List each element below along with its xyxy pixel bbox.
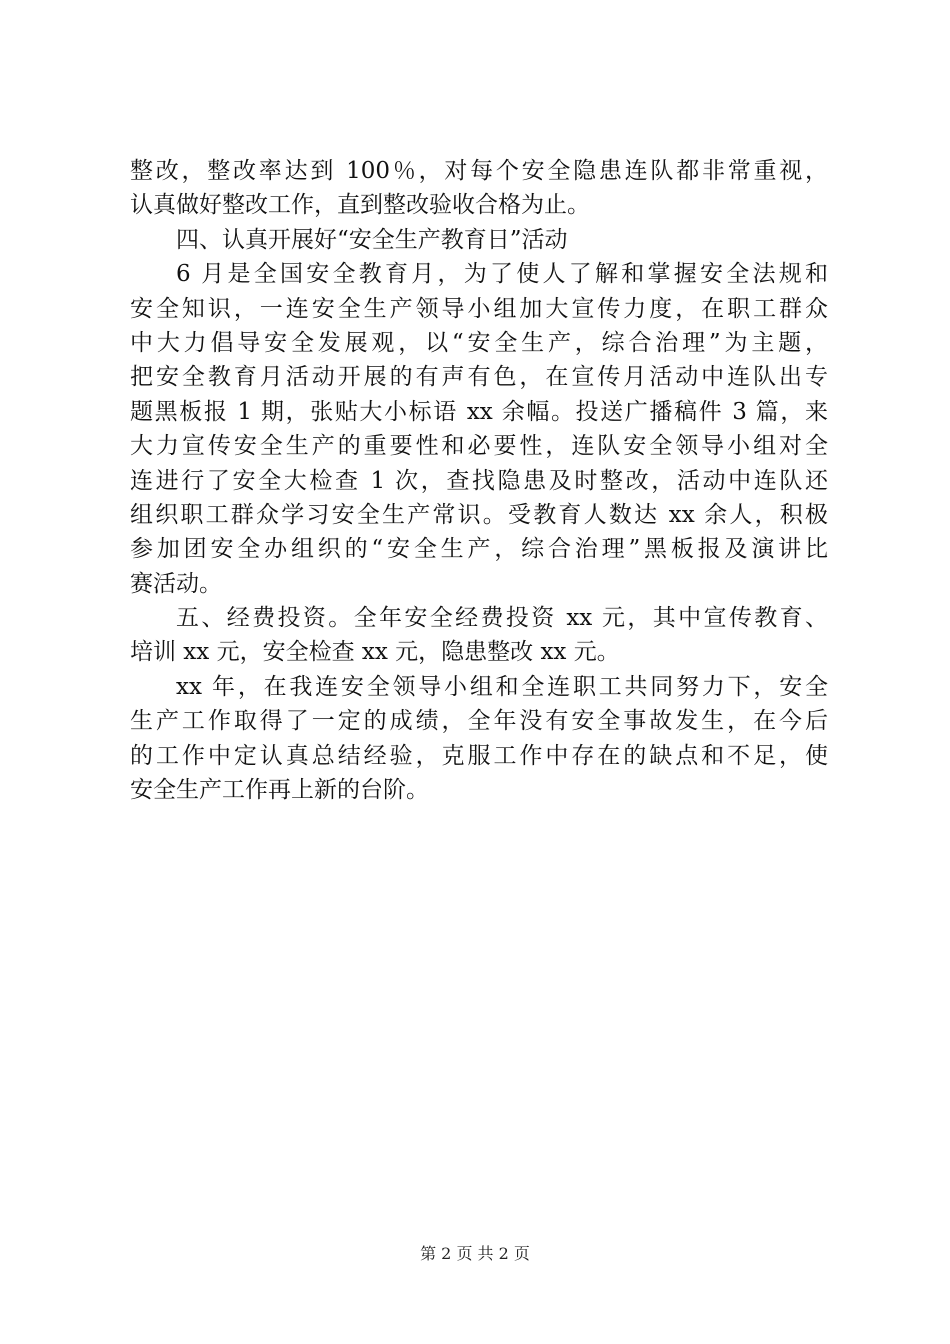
- text-line: 安全生产工作再上新的台阶。: [130, 777, 429, 804]
- text-line: 认真做好整改工作，直到整改验收合格为止。: [130, 192, 590, 219]
- text-line: 题黑板报 1 期，张贴大小标语 xx 余幅。投送广播稿件 3 篇，来: [130, 398, 828, 425]
- section-heading: 四、认真开展好“安全生产教育日”活动: [176, 226, 568, 253]
- text-line: 6 月是全国安全教育月，为了使人了解和掌握安全法规和: [176, 261, 828, 288]
- text-line: 大力宣传安全生产的重要性和必要性，连队安全领导小组对全: [130, 433, 828, 460]
- text-line: 组织职工群众学习安全生产常识。受教育人数达 xx 余人，积极: [130, 501, 828, 528]
- text-line: 生产工作取得了一定的成绩，全年没有安全事故发生，在今后: [130, 708, 828, 735]
- text-line: 五、经费投资。全年安全经费投资 xx 元，其中宣传教育、: [176, 605, 828, 632]
- page-number-footer: 第 2 页 共 2 页: [420, 1244, 530, 1263]
- text-line: 连进行了安全大检查 1 次，查找隐患及时整改，活动中连队还: [130, 467, 828, 494]
- text-line: xx 年，在我连安全领导小组和全连职工共同努力下，安全: [176, 673, 828, 700]
- text-line: 整改，整改率达到 100％，对每个安全隐患连队都非常重视，: [130, 158, 828, 184]
- text-line: 培训 xx 元，安全检查 xx 元，隐患整改 xx 元。: [130, 639, 620, 666]
- document-body: [130, 154, 828, 807]
- text-line: 赛活动。: [130, 570, 222, 597]
- text-line: 把安全教育月活动开展的有声有色，在宣传月活动中连队出专: [130, 364, 828, 391]
- text-line: 安全知识，一连安全生产领导小组加大宣传力度，在职工群众: [130, 295, 828, 322]
- text-line: 的工作中定认真总结经验，克服工作中存在的缺点和不足，使: [130, 742, 828, 769]
- text-line: 中大力倡导安全发展观，以“安全生产，综合治理”为主题，: [130, 329, 828, 356]
- text-line: 参加团安全办组织的“安全生产，综合治理”黑板报及演讲比: [130, 536, 828, 563]
